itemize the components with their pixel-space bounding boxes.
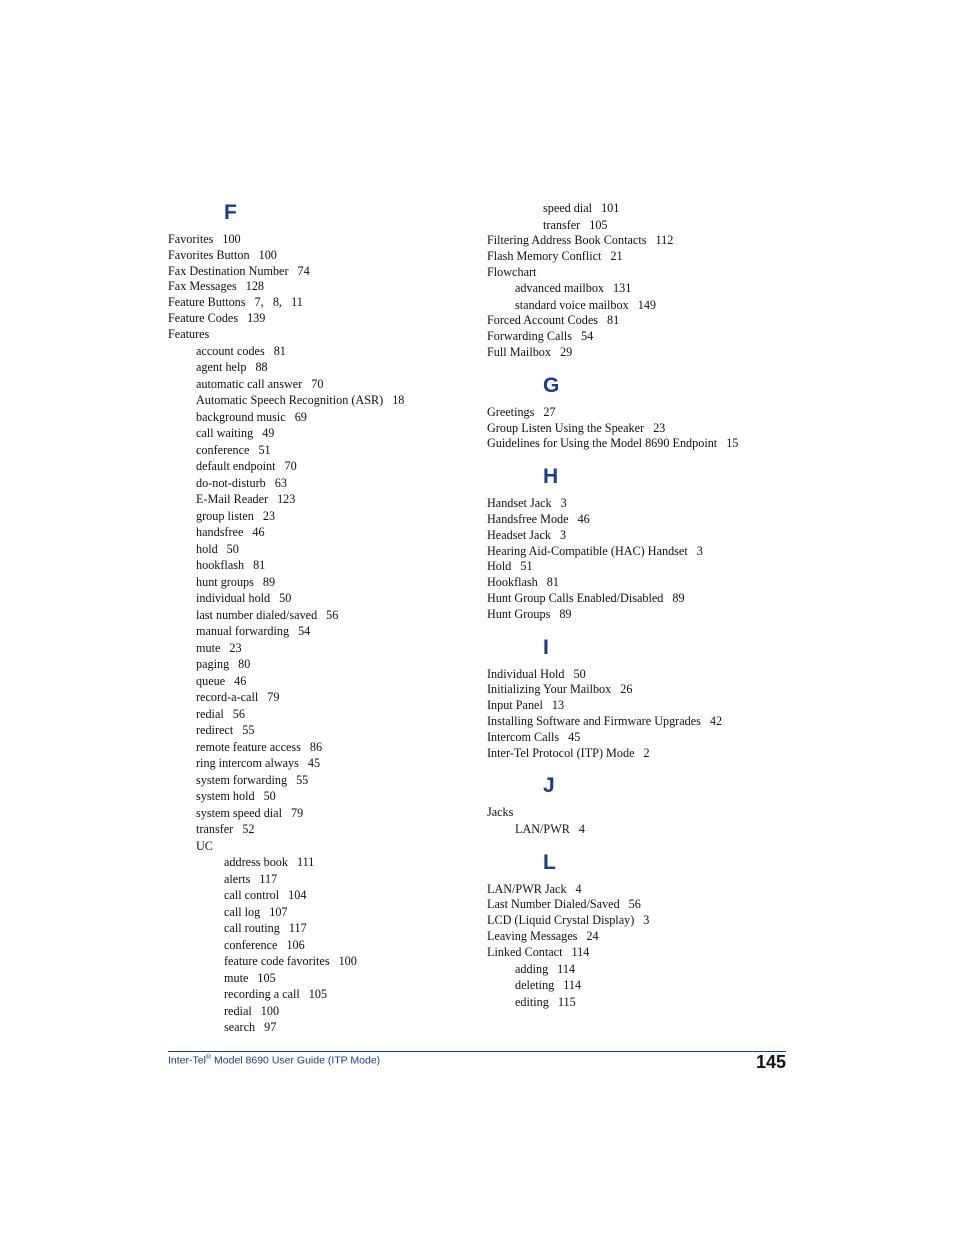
index-entry — [168, 359, 468, 376]
index-entry — [487, 714, 807, 730]
index-entry — [168, 689, 468, 706]
index-term: E-Mail Reader — [196, 492, 269, 507]
index-page-ref[interactable]: 4 — [575, 881, 582, 896]
section-gap — [487, 761, 807, 773]
index-term: ring intercom always — [196, 756, 299, 771]
section-gap — [487, 452, 807, 464]
index-term: Full Mailbox — [487, 344, 551, 359]
index-page-ref[interactable]: 15 — [726, 436, 739, 451]
index-page-ref[interactable]: 81 — [253, 558, 266, 573]
index-term: Hookflash — [487, 575, 538, 590]
index-page-ref[interactable]: 54 — [298, 624, 311, 639]
index-term: Headset Jack — [487, 527, 551, 542]
index-page-ref[interactable]: 100 — [338, 954, 357, 969]
index-page-ref[interactable]: 55 — [242, 723, 255, 738]
index-term: address book — [224, 855, 288, 870]
index-entry — [487, 607, 807, 623]
index-entry — [487, 882, 807, 898]
index-term: Installing Software and Firmware Upgrades — [487, 713, 701, 728]
index-page-ref[interactable]: 117 — [259, 871, 278, 886]
index-term: Hunt Group Calls Enabled/Disabled — [487, 590, 664, 605]
index-page-ref[interactable]: 81 — [607, 313, 620, 328]
index-term: speed dial — [543, 201, 593, 215]
index-term: Automatic Speech Recognition (ASR) — [196, 393, 384, 408]
index-term: Hearing Aid-Compatible (HAC) Handset — [487, 543, 688, 558]
index-entry — [168, 656, 468, 673]
index-entry — [487, 977, 807, 994]
index-entry — [168, 311, 468, 327]
footer-title — [168, 1054, 380, 1067]
index-page-ref[interactable]: 46 — [234, 673, 247, 688]
index-page-ref[interactable]: 106 — [286, 937, 305, 952]
index-term: search — [224, 1020, 256, 1035]
index-entry — [487, 913, 807, 929]
index-page-ref[interactable]: 56 — [232, 706, 245, 721]
index-term: individual hold — [196, 591, 271, 606]
index-term: Filtering Address Book Contacts — [487, 233, 647, 247]
index-term: Group Listen Using the Speaker — [487, 420, 645, 435]
index-entry — [168, 279, 468, 295]
index-term: system forwarding — [196, 772, 288, 787]
section-letter-g: G — [543, 373, 560, 397]
index-entry — [168, 937, 468, 954]
index-term: agent help — [196, 360, 247, 375]
index-entry — [168, 425, 468, 442]
index-page-ref[interactable]: 105 — [308, 987, 328, 1002]
index-term: standard voice mailbox — [515, 297, 629, 312]
index-term: redirect — [196, 723, 234, 738]
index-entry — [168, 722, 468, 739]
index-page-ref[interactable]: 54 — [580, 329, 594, 344]
section-letter-j: J — [543, 774, 555, 798]
index-entry — [487, 591, 807, 607]
index-page-ref[interactable]: 26 — [620, 682, 633, 697]
index-page-ref[interactable]: 111 — [296, 855, 315, 870]
index-page-ref[interactable]: 89 — [559, 606, 572, 621]
index-entry — [168, 376, 468, 393]
index-term: Hunt Groups — [487, 606, 551, 621]
index-term: conference — [196, 442, 250, 457]
index-entry — [487, 421, 807, 437]
index-term: hookflash — [196, 558, 245, 573]
index-page-ref[interactable]: 149 — [637, 297, 656, 312]
index-page-ref[interactable]: 50 — [279, 591, 292, 606]
index-page-ref[interactable]: 21 — [610, 248, 623, 263]
index-term: transfer — [196, 822, 234, 837]
index-term: background music — [196, 409, 286, 424]
index-page-ref[interactable]: 128 — [245, 279, 264, 294]
index-page-ref[interactable]: 89 — [262, 574, 276, 589]
index-entry — [487, 249, 807, 265]
index-entry — [168, 920, 468, 937]
index-entry — [168, 706, 468, 723]
index-term: Inter-Tel Protocol (ITP) Mode — [487, 745, 635, 760]
index-term: Linked Contact — [487, 944, 563, 959]
index-term: Individual Hold — [487, 666, 565, 681]
index-page-ref[interactable]: 7, 8, 11 — [254, 295, 303, 310]
index-page-ref[interactable]: 131 — [613, 281, 632, 296]
index-entry — [168, 640, 468, 657]
index-term: Forced Account Codes — [487, 313, 599, 328]
index-term: redial — [196, 706, 224, 721]
index-entry — [168, 409, 468, 426]
index-term: call waiting — [196, 426, 254, 441]
index-entry — [487, 345, 807, 361]
index-entry — [487, 528, 807, 544]
index-term: LAN/PWR Jack — [487, 881, 567, 896]
index-term: mute — [224, 970, 249, 985]
index-page-ref[interactable]: 88 — [255, 360, 268, 375]
index-page-ref[interactable]: 115 — [557, 994, 576, 1009]
index-page-ref[interactable]: 81 — [273, 343, 286, 358]
index-entry — [168, 343, 468, 360]
index-entry — [487, 575, 807, 591]
index-entry — [168, 805, 468, 822]
index-page-ref[interactable]: 46 — [252, 525, 265, 540]
index-term: handsfree — [196, 525, 244, 540]
index-page-ref[interactable]: 23 — [229, 640, 242, 655]
index-entry — [168, 491, 468, 508]
index-page-ref[interactable]: 56 — [326, 607, 339, 622]
index-term: last number dialed/saved — [196, 607, 318, 622]
index-entry — [487, 512, 807, 528]
index-page-ref[interactable]: 45 — [568, 729, 581, 744]
index-term: paging — [196, 657, 230, 672]
index-page-ref[interactable]: 114 — [563, 978, 582, 993]
index-entry — [487, 217, 807, 234]
section-letter-f: F — [224, 201, 237, 224]
index-entry — [487, 436, 807, 452]
index-page-ref[interactable]: 70 — [311, 376, 324, 391]
index-entry — [168, 327, 468, 343]
index-term: Greetings — [487, 404, 535, 419]
index-page-ref[interactable]: 13 — [551, 698, 565, 713]
index-page-ref[interactable]: 70 — [284, 459, 297, 474]
index-entry — [168, 458, 468, 475]
index-page-ref[interactable]: 105 — [589, 217, 608, 232]
index-page-ref[interactable]: 50 — [263, 789, 276, 804]
index-entry — [487, 730, 807, 746]
index-term: do-not-disturb — [196, 475, 266, 490]
index-entry — [168, 524, 468, 541]
index-entry — [487, 544, 807, 560]
index-entry — [168, 887, 468, 904]
index-term: Jacks — [487, 805, 514, 820]
index-term: Handsfree Mode — [487, 511, 569, 526]
index-page-ref[interactable]: 112 — [655, 233, 674, 247]
index-page-ref[interactable]: 80 — [238, 657, 251, 672]
index-term: LAN/PWR — [515, 822, 570, 837]
index-entry — [168, 838, 468, 855]
index-entry — [168, 1019, 468, 1036]
index-term: redial — [224, 1003, 252, 1018]
index-entry — [168, 772, 468, 789]
index-term: mute — [196, 640, 221, 655]
index-entry — [168, 392, 468, 409]
index-term: transfer — [543, 217, 581, 232]
index-term: UC — [196, 838, 213, 853]
index-term: adding — [515, 961, 549, 976]
index-page-ref[interactable]: 27 — [543, 404, 556, 419]
index-page-ref[interactable]: 46 — [577, 511, 590, 526]
index-entry — [168, 574, 468, 591]
index-page-ref[interactable]: 51 — [520, 559, 533, 574]
index-entry — [487, 746, 807, 762]
index-entry — [168, 739, 468, 756]
index-entry — [168, 755, 468, 772]
index-entry — [487, 200, 807, 217]
index-entry — [487, 682, 807, 698]
index-page-ref[interactable]: 55 — [296, 772, 309, 787]
index-page-ref[interactable]: 56 — [628, 897, 641, 912]
index-term: conference — [224, 937, 278, 952]
index-entry — [168, 904, 468, 921]
index-term: feature code favorites — [224, 954, 330, 969]
index-page-ref[interactable]: 79 — [290, 805, 304, 820]
section-gap — [487, 361, 807, 373]
index-entry — [487, 821, 807, 838]
index-term: call routing — [224, 921, 280, 936]
index-page-ref[interactable]: 105 — [257, 970, 276, 985]
index-page-ref[interactable]: 3 — [696, 543, 703, 558]
index-entry — [168, 1003, 468, 1020]
index-entry — [168, 508, 468, 525]
index-term: automatic call answer — [196, 376, 303, 391]
index-page-ref[interactable]: 50 — [573, 666, 586, 681]
index-page-ref[interactable]: 52 — [242, 822, 255, 837]
index-page-ref[interactable]: 29 — [560, 344, 573, 359]
index-entry — [168, 295, 468, 311]
footer-rule — [168, 1051, 786, 1052]
index-entry — [487, 961, 807, 978]
index-entry — [487, 559, 807, 575]
index-term: Forwarding Calls — [487, 329, 572, 344]
index-entry — [168, 475, 468, 492]
index-term: recording a call — [224, 987, 300, 1002]
index-entry — [487, 233, 807, 249]
index-page-ref[interactable]: 114 — [557, 961, 576, 976]
index-page-ref[interactable]: 100 — [258, 247, 277, 262]
section-gap — [487, 623, 807, 635]
index-entry — [487, 265, 807, 281]
index-entry — [487, 994, 807, 1011]
index-page-ref[interactable]: 74 — [297, 263, 310, 278]
section-letter-l: L — [543, 850, 556, 874]
index-page-ref[interactable]: 3 — [560, 496, 567, 511]
index-entry — [168, 623, 468, 640]
page-number: 145 — [755, 1052, 786, 1072]
index-term: hunt groups — [196, 574, 254, 589]
index-page-ref[interactable]: 100 — [260, 1003, 280, 1018]
index-entry — [168, 248, 468, 264]
index-term: hold — [196, 541, 218, 556]
index-entry — [168, 232, 468, 248]
index-term: account codes — [196, 343, 265, 358]
index-column-left — [168, 200, 468, 1036]
index-term: default endpoint — [196, 459, 276, 474]
index-page-ref[interactable]: 139 — [247, 310, 266, 325]
footer-brand: Inter-Tel — [168, 1054, 206, 1067]
index-entry — [487, 405, 807, 421]
index-term: Fax Messages — [168, 279, 237, 294]
index-term: remote feature access — [196, 739, 301, 754]
index-term: LCD (Liquid Crystal Display) — [487, 913, 635, 928]
index-entry — [168, 590, 468, 607]
index-page-ref[interactable]: 81 — [546, 575, 559, 590]
index-term: Hold — [487, 559, 512, 574]
index-term: editing — [515, 994, 549, 1009]
index-term: manual forwarding — [196, 624, 290, 639]
index-term: deleting — [515, 978, 555, 993]
index-page-ref[interactable]: 3 — [643, 913, 650, 928]
index-term: Handset Jack — [487, 496, 552, 511]
index-page-ref[interactable]: 97 — [264, 1020, 277, 1035]
index-entry — [168, 821, 468, 838]
index-term: Initializing Your Mailbox — [487, 682, 612, 697]
index-term: Features — [168, 326, 210, 341]
index-entry — [487, 805, 807, 821]
index-entry — [168, 871, 468, 888]
index-page-ref[interactable]: 101 — [601, 201, 620, 215]
index-term: Flowchart — [487, 264, 537, 279]
index-term: record-a-call — [196, 690, 259, 705]
index-page-ref[interactable]: 42 — [709, 713, 723, 728]
index-term: system speed dial — [196, 805, 282, 820]
index-term: Favorites Button — [168, 247, 250, 262]
index-entry — [487, 698, 807, 714]
index-page-ref[interactable]: 45 — [307, 756, 321, 771]
index-entry — [168, 541, 468, 558]
index-page-ref[interactable]: 3 — [559, 527, 567, 542]
index-entry — [168, 854, 468, 871]
index-term: Leaving Messages — [487, 929, 578, 944]
index-term: call log — [224, 904, 261, 919]
index-entry — [168, 788, 468, 805]
index-entry — [487, 329, 807, 345]
index-term: advanced mailbox — [515, 281, 605, 296]
index-term: alerts — [224, 871, 251, 886]
index-term: Flash Memory Conflict — [487, 248, 602, 263]
index-entry — [487, 280, 807, 297]
index-entry — [168, 673, 468, 690]
index-entry — [168, 264, 468, 280]
index-term: call control — [224, 888, 280, 903]
index-term: group listen — [196, 508, 254, 523]
index-term: Feature Codes — [168, 310, 239, 325]
index-entry — [487, 297, 807, 314]
index-term: Fax Destination Number — [168, 263, 289, 278]
index-page-ref[interactable]: 117 — [288, 921, 307, 936]
index-term: Guidelines for Using the Model 8690 Endpoint — [487, 436, 718, 451]
index-term: Last Number Dialed/Saved — [487, 897, 620, 912]
index-entry — [168, 557, 468, 574]
index-page-ref[interactable]: 63 — [274, 475, 287, 490]
index-page-ref[interactable]: 23 — [262, 508, 276, 523]
index-entry — [487, 945, 807, 961]
index-entry — [487, 496, 807, 512]
index-page-ref[interactable]: 49 — [262, 426, 275, 441]
index-entry — [487, 929, 807, 945]
index-page-ref[interactable]: 2 — [643, 745, 650, 760]
index-term: Feature Buttons — [168, 295, 246, 310]
index-page-ref[interactable]: 51 — [258, 442, 271, 457]
index-page-ref[interactable]: 107 — [269, 904, 288, 919]
index-column-right — [487, 200, 807, 1010]
index-page-ref[interactable]: 114 — [571, 944, 590, 959]
index-page-ref[interactable]: 123 — [277, 492, 296, 507]
index-page-ref[interactable]: 79 — [267, 690, 280, 705]
section-letter-i: I — [543, 635, 549, 659]
registered-mark: ® — [205, 1054, 212, 1061]
index-page-ref[interactable]: 18 — [392, 393, 405, 408]
index-page-ref[interactable]: 100 — [222, 232, 241, 246]
section-gap — [487, 838, 807, 850]
index-page-ref[interactable]: 104 — [288, 888, 307, 903]
index-term: Favorites — [168, 232, 214, 246]
index-entry — [168, 607, 468, 624]
footer-guide-title: Model 8690 User Guide (ITP Mode) — [211, 1054, 381, 1067]
index-page-ref[interactable]: 50 — [226, 541, 239, 556]
index-page-ref[interactable]: 4 — [578, 822, 585, 837]
index-entry — [487, 897, 807, 913]
index-term: Input Panel — [487, 698, 543, 713]
index-entry — [168, 953, 468, 970]
index-entry — [168, 970, 468, 987]
index-page-ref[interactable]: 24 — [586, 929, 599, 944]
index-page-ref[interactable]: 69 — [294, 409, 307, 424]
index-term: Intercom Calls — [487, 729, 560, 744]
index-entry — [487, 667, 807, 683]
index-entry — [487, 313, 807, 329]
index-page-ref[interactable]: 86 — [309, 739, 323, 754]
index-page-ref[interactable]: 89 — [672, 590, 685, 605]
index-term: queue — [196, 673, 226, 688]
section-letter-h: H — [543, 465, 559, 489]
index-entry — [168, 986, 468, 1003]
index-entry — [168, 442, 468, 459]
index-page-ref[interactable]: 23 — [653, 420, 666, 435]
index-term: system hold — [196, 789, 255, 804]
